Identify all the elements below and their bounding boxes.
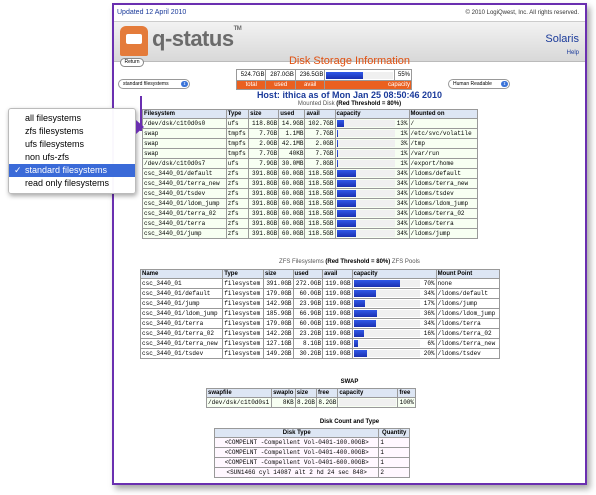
table-cell: 119.0GB [323,279,353,289]
table-cell: /ldoms/tsdev [409,189,477,199]
swap-title: SWAP [340,379,359,385]
table-cell: 14.9GB [279,119,305,129]
filesystem-select[interactable]: standard filesystems ⇕ [118,79,190,89]
logo-icon [120,26,148,56]
table-cell: csc_3440_01/terra_new [143,179,227,189]
table-cell: csc_3440_01/terra [143,219,227,229]
table-cell: 7.7GB [305,129,335,139]
dropdown-option[interactable]: all filesystems [25,113,82,123]
table-cell: 391.0GB [264,279,294,289]
table-cell: ufs [226,159,248,169]
disk-count-title: Disk Count and Type [319,419,380,425]
table-cell: 127.1GB [264,339,294,349]
table-cell: <SUN146G cyl 14087 alt 2 hd 24 sec 848> [215,468,379,478]
table-cell: zfs [226,169,248,179]
table-cell: /ldoms/default [409,169,477,179]
capacity-cell: 34% [352,319,436,329]
table-cell: filesystem [223,329,264,339]
table-cell: 60.0GB [279,189,305,199]
table-cell: 8.2GB [318,399,337,406]
table-cell: 391.8GB [249,199,279,209]
table-cell: /ldoms/jump [436,299,499,309]
table-cell: /export/home [409,159,477,169]
table-cell: swap [143,149,227,159]
used-label: used [266,81,295,90]
table-cell: csc_3440_01/jump [141,299,223,309]
capacity-cell: 20% [352,349,436,359]
table-row [207,398,416,408]
table-cell: filesystem [223,309,264,319]
table-cell: 118.8GB [249,119,279,129]
column-header: Filesystem [143,110,227,119]
table-cell: filesystem [223,349,264,359]
column-header: avail [323,270,353,279]
table-cell: 179.0GB [264,319,294,329]
table-row [141,299,500,309]
column-header: Disk Type [215,429,379,438]
table-row [143,119,478,129]
total-value: 524.7GB [237,70,266,81]
table-row [141,279,500,289]
table-row [143,159,478,169]
table-cell: 1 [379,458,410,468]
table-cell: /ldoms/ldom_jump [436,309,499,319]
table-cell: 119.0GB [323,319,353,329]
capacity-value: 55% [395,70,412,81]
table-cell: 60.0GB [279,219,305,229]
disk-count-table [214,428,410,478]
table-cell: zfs [226,219,248,229]
table-row [141,329,500,339]
dropdown-option[interactable]: ✓ standard filesystems [9,164,135,177]
table-cell: zfs [226,209,248,219]
table-cell: 8.2GB [297,399,316,406]
table-cell: /var/run [409,149,477,159]
table-cell: csc_3440_01/jump [143,229,227,239]
table-row [215,458,410,468]
table-row [143,199,478,209]
column-header: capacity [338,389,398,398]
capacity-cell: 1% [335,159,409,169]
return-button[interactable]: Return [120,58,144,67]
help-link[interactable]: Help [566,50,579,56]
table-cell: 118.5GB [305,189,335,199]
table-cell: 391.8GB [249,219,279,229]
table-cell: 60.0GB [279,169,305,179]
capacity-cell: 1% [335,129,409,139]
avail-label: avail [295,81,324,90]
zfs-table [140,269,500,359]
table-cell: filesystem [223,279,264,289]
capacity-cell: 34% [335,199,409,209]
column-header: free [398,389,416,398]
table-cell: 118.5GB [305,179,335,189]
table-cell: 119.0GB [323,329,353,339]
table-cell: /dev/dsk/c1t0d0s7 [143,159,227,169]
swap-table [206,388,416,408]
table-row [143,139,478,149]
column-header: used [279,110,305,119]
table-cell: 7.7GB [305,149,335,159]
table-cell: csc_3440_01/default [141,289,223,299]
mounted-disk-table [142,109,478,239]
table-cell: 118.5GB [305,209,335,219]
table-cell: 1.1MB [279,129,305,139]
table-cell: 23.9GB [293,299,323,309]
top-bar [114,5,585,22]
table-cell: zfs [226,189,248,199]
table-cell: zfs [226,199,248,209]
table-cell: 8KB [272,398,296,408]
table-cell: <COMPELNT -Compellent Vol-0401-400.00GB> [215,448,379,458]
brand-name: q-status™ [152,26,242,51]
units-select[interactable]: Human Readable ⇕ [448,79,510,89]
table-row [215,468,410,478]
capacity-cell: 34% [335,209,409,219]
capacity-cell: 36% [352,309,436,319]
table-row [143,129,478,139]
disk-storage-title: Disk Storage Information [288,55,411,67]
table-row [141,339,500,349]
column-header: Type [223,270,264,279]
column-header: capacity [352,270,436,279]
host-line: Host: ithica as of Mon Jan 25 08:50:46 2010 [256,90,443,100]
column-header: Mount Point [436,270,499,279]
table-cell: /ldoms/terra_02 [409,209,477,219]
table-cell: <COMPELNT -Compellent Vol-0401-100.00GB> [215,438,379,448]
table-row [143,149,478,159]
table-cell: 119.0GB [323,349,353,359]
table-cell: 391.8GB [249,179,279,189]
table-cell: 42.1MB [279,139,305,149]
capacity-cell: 3% [335,139,409,149]
column-header: used [293,270,323,279]
table-cell: /ldoms/default [436,289,499,299]
table-cell: tmpfs [226,139,248,149]
capacity-cell: 13% [335,119,409,129]
table-cell: 7.7GB [249,149,279,159]
capacity-cell [338,398,398,408]
table-cell: /dev/dsk/c1t0d0s0 [143,119,227,129]
capacity-cell: 34% [335,219,409,229]
table-cell: /ldoms/tsdev [436,349,499,359]
column-header: avail [305,110,335,119]
table-cell: csc_3440_01/terra_02 [141,329,223,339]
table-row [143,189,478,199]
dropdown-option[interactable]: ufs filesystems [25,139,85,149]
capacity-cell: 34% [335,189,409,199]
column-header: size [295,389,316,398]
table-cell: 60.0GB [279,209,305,219]
table-cell: /ldoms/terra_new [409,179,477,189]
table-cell: 119.0GB [323,309,353,319]
table-cell: 391.8GB [249,189,279,199]
table-cell: /ldoms/terra [436,319,499,329]
capacity-cell: 70% [352,279,436,289]
table-row [141,289,500,299]
table-cell: 391.8GB [249,169,279,179]
table-row [143,179,478,189]
table-cell: 119.0GB [323,299,353,309]
chevron-down-icon: ⇕ [182,81,187,86]
column-header: size [249,110,279,119]
avail-value: 236.5GB [295,70,324,81]
table-cell: 118.5GB [305,219,335,229]
filesystem-dropdown-menu[interactable] [8,108,136,194]
table-cell: 60.0GB [293,319,323,329]
table-cell: tmpfs [226,129,248,139]
table-row [215,448,410,458]
table-cell: /ldoms/jump [409,229,477,239]
table-cell: <COMPELNT -Compellent Vol-0401-600.00GB> [215,458,379,468]
table-cell: filesystem [223,339,264,349]
table-cell: /ldoms/ldom_jump [409,199,477,209]
table-row [143,209,478,219]
table-cell: 119.0GB [323,289,353,299]
column-header: Mounted on [409,110,477,119]
table-cell: 2.0GB [249,139,279,149]
table-cell: csc_3440_01/default [143,169,227,179]
table-cell: 179.0GB [264,289,294,299]
capacity-cell: 16% [352,329,436,339]
total-label: total [237,81,266,90]
table-cell: 1 [379,448,410,458]
table-cell: 60.0GB [279,179,305,189]
table-row [143,219,478,229]
table-cell: 100% [399,399,414,406]
table-cell: 118.5GB [305,229,335,239]
table-cell: 7.7GB [249,129,279,139]
dropdown-option[interactable]: non ufs-zfs [25,152,70,162]
capacity-cell: 34% [335,169,409,179]
capacity-cell: 34% [352,289,436,299]
table-cell: csc_3440_01/ldom_jump [141,309,223,319]
disk-summary [236,69,412,90]
column-header: free [317,389,338,398]
table-cell: 391.8GB [249,209,279,219]
table-cell: zfs [226,229,248,239]
table-cell: 149.2GB [264,349,294,359]
table-cell: 1 [379,438,410,448]
table-cell: /dev/dsk/c1t0d0s1 [207,398,272,408]
table-row [143,169,478,179]
table-cell: csc_3440_01/terra_02 [143,209,227,219]
table-row [215,438,410,448]
dropdown-option[interactable]: zfs filesystems [25,126,84,136]
table-cell: filesystem [223,319,264,329]
table-cell: ufs [226,119,248,129]
capacity-cell: 1% [335,149,409,159]
table-row [141,349,500,359]
column-header: swapfile [207,389,272,398]
table-cell: 2.0GB [305,139,335,149]
table-row [141,309,500,319]
table-cell: csc_3440_01 [141,279,223,289]
updated-date: Updated 12 April 2010 [117,9,187,16]
os-name: Solaris [545,33,579,45]
table-cell: tmpfs [226,149,248,159]
table-cell: 118.5GB [305,169,335,179]
column-header: capacity [335,110,409,119]
table-cell: csc_3440_01/tsdev [141,349,223,359]
table-cell: 7.9GB [249,159,279,169]
table-cell: csc_3440_01/tsdev [143,189,227,199]
table-cell: 391.8GB [249,229,279,239]
table-cell: csc_3440_01/ldom_jump [143,199,227,209]
table-cell: /ldoms/terra_new [436,339,499,349]
table-cell: 30.2GB [293,349,323,359]
capacity-cell: 17% [352,299,436,309]
chevron-down-icon: ⇕ [502,81,507,86]
table-cell: 185.9GB [264,309,294,319]
column-header: swaplo [273,390,294,396]
capacity-label: capacity [325,81,412,90]
table-cell: 142.2GB [264,329,294,339]
table-cell: zfs [226,179,248,189]
table-cell: / [409,119,477,129]
status-page [112,3,587,485]
capacity-bar [326,72,393,79]
table-cell: /tmp [409,139,477,149]
table-cell: 118.5GB [305,199,335,209]
table-row [143,229,478,239]
table-cell: /etc/svc/volatile [409,129,477,139]
column-header: Name [141,270,223,279]
column-header: Type [226,110,248,119]
table-cell: /ldoms/terra_02 [436,329,499,339]
table-cell: 60.0GB [279,199,305,209]
table-cell: 272.0GB [293,279,323,289]
table-cell: 8.1GB [293,339,323,349]
table-cell: 119.0GB [323,339,353,349]
capacity-cell: 34% [335,179,409,189]
table-row [141,319,500,329]
zfs-heading: ZFS Filesystems (Red Threshold = 80%) ZFS Pools [279,259,420,265]
table-cell: 23.2GB [293,329,323,339]
table-cell: 60.0GB [293,289,323,299]
column-header: size [264,270,294,279]
table-cell: filesystem [223,289,264,299]
table-cell: none [436,279,499,289]
table-cell: 30.0MB [279,159,305,169]
dropdown-option[interactable]: read only filesystems [25,178,110,188]
used-value: 287.0GB [266,70,295,81]
capacity-cell: 34% [335,229,409,239]
table-cell: csc_3440_01/terra [141,319,223,329]
capacity-cell: 6% [352,339,436,349]
table-cell: 66.9GB [293,309,323,319]
callout-arrow [136,120,144,134]
table-cell: filesystem [223,299,264,309]
table-cell: swap [143,129,227,139]
table-cell: 2 [379,468,410,478]
table-cell: swap [143,139,227,149]
table-cell: 40KB [279,149,305,159]
copyright: © 2010 LogiQwest, Inc. All rights reserved. [465,10,579,16]
table-cell: 102.7GB [305,119,335,129]
table-cell: csc_3440_01/terra_new [141,339,223,349]
table-cell: /ldoms/terra [409,219,477,229]
column-header: Quantity [379,429,410,438]
table-cell: 60.0GB [279,229,305,239]
mounted-disk-heading: Mounted Disk (Red Threshold = 80%) [297,101,402,107]
table-cell: 142.9GB [264,299,294,309]
table-cell: 7.8GB [305,159,335,169]
